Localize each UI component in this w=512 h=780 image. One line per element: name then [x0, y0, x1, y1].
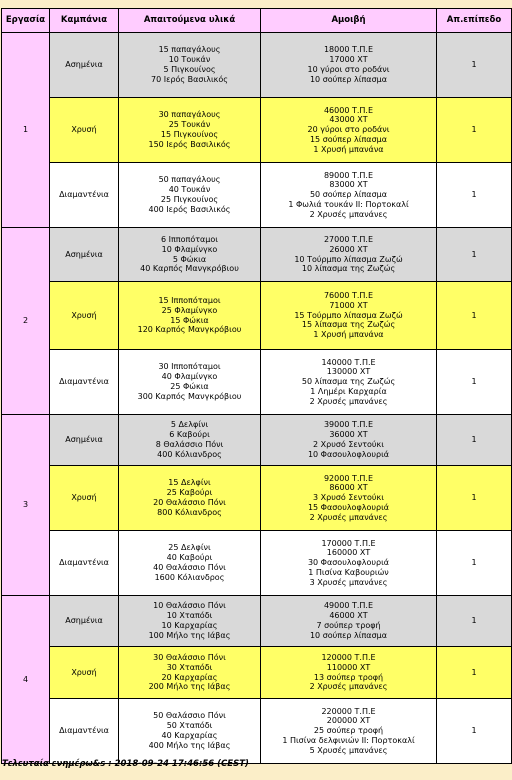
materials-cell — [119, 33, 261, 98]
header-level: Απ.επίπεδο — [437, 9, 512, 33]
table-row — [2, 531, 512, 596]
header-task: Εργασία — [2, 9, 50, 33]
reward-line: 89000 Τ.Π.Ε — [323, 170, 374, 180]
materials-line: 10 Φλαμίνγκο — [161, 244, 218, 254]
reward-line: 39000 Τ.Π.Ε — [323, 420, 374, 430]
level-cell: 1 — [437, 350, 512, 415]
materials-cell — [119, 699, 261, 764]
reward-line: 46000 ΧΤ — [329, 611, 368, 621]
materials-line: 15 Δελφίνι — [168, 478, 211, 488]
materials-line: 5 Φώκια — [172, 254, 207, 264]
materials-line: 400 Ιερός Βασιλικός — [148, 204, 231, 214]
table-row — [2, 350, 512, 415]
reward-line: 18000 Τ.Π.Ε — [323, 45, 374, 55]
materials-line: 30 παπαγάλους — [158, 110, 221, 120]
task-number-cell: 2 — [2, 228, 50, 415]
campaign-cell: Χρυσή — [50, 647, 119, 699]
reward-line: 10 Τούρμπο λίπασμα Ζωζώ — [294, 254, 403, 264]
task-number-cell: 3 — [2, 415, 50, 596]
materials-cell — [119, 647, 261, 699]
reward-cell — [261, 531, 437, 596]
reward-line: 36000 ΧΤ — [329, 430, 368, 440]
table-row — [2, 699, 512, 764]
materials-line: 15 παπαγάλους — [158, 45, 221, 55]
reward-line: 1 Χρυσή μπανάνα — [313, 330, 384, 340]
materials-line: 70 Ιερός Βασιλικός — [151, 74, 228, 84]
reward-line: 2 Χρυσές μπανάνες — [309, 512, 388, 522]
level-cell: 1 — [437, 98, 512, 163]
reward-line: 76000 Τ.Π.Ε — [323, 291, 374, 300]
materials-line: 50 Θαλάσσιο Πόνι — [153, 711, 226, 721]
materials-line: 40 Καρχαρίας — [161, 731, 218, 740]
table-row — [2, 466, 512, 531]
reward-cell — [261, 350, 437, 415]
materials-line: 15 Φώκια — [170, 315, 209, 325]
reward-line: 15 Τούρμπο λίπασμα Ζωζώ — [294, 310, 403, 320]
reward-cell — [261, 98, 437, 163]
reward-line: 130000 ΧΤ — [326, 367, 371, 377]
materials-cell — [119, 228, 261, 282]
reward-line: 3 Χρυσές μπανάνες — [309, 577, 388, 587]
reward-line: 3 Χρυσό Σεντούκι — [313, 493, 384, 503]
reward-line: 26000 ΧΤ — [329, 244, 368, 254]
reward-line: 46000 Τ.Π.Ε — [323, 105, 374, 115]
materials-line: 30 Χταπόδι — [166, 662, 213, 672]
campaign-cell: Ασημένια — [50, 596, 119, 647]
level-cell: 1 — [437, 647, 512, 699]
materials-cell — [119, 466, 261, 531]
materials-line: 10 Καρχαρίας — [161, 621, 218, 630]
materials-cell — [119, 98, 261, 163]
reward-line: 10 σούπερ λίπασμα — [309, 630, 388, 640]
reward-cell — [261, 33, 437, 98]
reward-line: 27000 Τ.Π.Ε — [323, 234, 374, 244]
reward-line: 71000 ΧΤ — [329, 300, 368, 310]
materials-cell — [119, 282, 261, 350]
reward-line: 1 Πισίνα δελφινιών ΙΙ: Πορτοκαλί — [282, 735, 415, 745]
campaign-cell: Διαμαντένια — [50, 699, 119, 764]
reward-line: 10 Φασουλοφλουριά — [307, 449, 390, 459]
table-row — [2, 647, 512, 699]
materials-line: 300 Καρπός Μανγκρόβιου — [137, 391, 242, 401]
materials-cell — [119, 415, 261, 466]
task-number-cell: 4 — [2, 596, 50, 764]
materials-line: 8 Θαλάσσιο Πόνι — [155, 440, 224, 449]
level-cell: 1 — [437, 531, 512, 596]
reward-line: 170000 Τ.Π.Ε — [321, 538, 376, 548]
materials-cell — [119, 350, 261, 415]
level-cell: 1 — [437, 466, 512, 531]
reward-line: 110000 ΧΤ — [326, 662, 371, 672]
reward-line: 200000 ΧΤ — [326, 716, 371, 726]
table-row — [2, 415, 512, 466]
table-row — [2, 228, 512, 282]
reward-line: 10 γύροι στο ροδάνι — [307, 65, 390, 74]
materials-line: 800 Κόλιανδρος — [157, 507, 222, 517]
reward-cell — [261, 647, 437, 699]
materials-line: 5 Δελφίνι — [170, 420, 209, 430]
quest-table — [1, 8, 512, 764]
materials-line: 6 Ιπποπόταμοι — [160, 234, 218, 244]
campaign-cell: Διαμαντένια — [50, 163, 119, 228]
materials-line: 10 Θαλάσσιο Πόνι — [153, 601, 226, 611]
level-cell: 1 — [437, 33, 512, 98]
level-cell: 1 — [437, 415, 512, 466]
campaign-cell: Ασημένια — [50, 33, 119, 98]
campaign-cell: Χρυσή — [50, 466, 119, 531]
reward-line: 15 λίπασμα της Ζωζώς — [301, 320, 396, 330]
materials-cell — [119, 596, 261, 647]
materials-line: 50 Χταπόδι — [166, 721, 213, 731]
reward-line: 86000 ΧΤ — [329, 483, 368, 493]
table-row — [2, 282, 512, 350]
quest-table-body — [2, 33, 512, 764]
materials-cell — [119, 531, 261, 596]
campaign-cell: Διαμαντένια — [50, 350, 119, 415]
level-cell: 1 — [437, 282, 512, 350]
reward-line: 160000 ΧΤ — [326, 548, 371, 558]
reward-line: 17000 ΧΤ — [329, 55, 368, 65]
materials-line: 6 Καβούρι — [169, 430, 210, 440]
materials-line: 25 Φλαμίνγκο — [161, 305, 218, 315]
reward-line: 2 Χρυσό Σεντούκι — [313, 440, 384, 449]
reward-cell — [261, 282, 437, 350]
reward-line: 10 σούπερ λίπασμα — [309, 74, 388, 84]
reward-line: 1 Φωλιά τουκάν ΙΙ: Πορτοκαλί — [288, 199, 409, 209]
reward-line: 15 Φασουλοφλουριά — [307, 502, 390, 512]
reward-line: 10 λίπασμα της Ζωζώς — [301, 264, 396, 274]
materials-line: 50 παπαγάλους — [158, 175, 221, 185]
reward-cell — [261, 228, 437, 282]
materials-line: 40 Τουκάν — [168, 185, 211, 195]
materials-line: 200 Μήλο της Ιάβας — [148, 682, 231, 692]
reward-line: 220000 Τ.Π.Ε — [321, 706, 376, 716]
reward-line: 1 Πισίνα Καβουριών — [308, 567, 389, 577]
campaign-cell: Ασημένια — [50, 415, 119, 466]
materials-line: 25 Πιγκουίνος — [160, 195, 219, 204]
reward-line: 15 σούπερ λίπασμα — [309, 134, 388, 144]
reward-line: 83000 ΧΤ — [329, 180, 368, 190]
materials-line: 30 Ιπποπόταμοι — [158, 362, 221, 372]
materials-line: 25 Δελφίνι — [168, 543, 211, 553]
reward-line: 2 Χρυσές μπανάνες — [309, 209, 388, 219]
reward-line: 140000 Τ.Π.Ε — [321, 357, 376, 367]
reward-line: 30 Φασουλοφλουριά — [307, 558, 390, 568]
task-number-cell: 1 — [2, 33, 50, 228]
materials-line: 400 Κόλιανδρος — [157, 449, 222, 459]
materials-line: 150 Ιερός Βασιλικός — [148, 139, 231, 149]
materials-line: 25 Φώκια — [170, 382, 209, 391]
reward-line: 1 Λημέρι Καρχαρία — [310, 386, 387, 396]
reward-line: 50 σούπερ λίπασμα — [309, 190, 388, 200]
materials-line: 100 Μήλο της Ιάβας — [148, 630, 231, 640]
reward-line: 7 σούπερ τροφή — [316, 621, 381, 630]
materials-line: 120 Καρπός Μανγκρόβιου — [137, 325, 242, 335]
level-cell: 1 — [437, 699, 512, 764]
materials-line: 20 Θαλάσσιο Πόνι — [153, 498, 226, 507]
materials-line: 10 Τουκάν — [168, 55, 211, 65]
materials-line: 400 Μήλο της Ιάβας — [148, 740, 231, 750]
materials-line: 15 Πιγκουίνος — [160, 130, 219, 139]
reward-line: 13 σούπερ τροφή — [313, 672, 384, 682]
reward-line: 20 γύροι στο ροδάνι — [307, 125, 390, 135]
last-updated-footer: Τελευταία ενημέρω&s : 2018-09-24 17:46:56 (CEST) — [2, 759, 249, 769]
campaign-cell: Χρυσή — [50, 98, 119, 163]
materials-cell — [119, 163, 261, 228]
reward-cell — [261, 466, 437, 531]
table-row — [2, 33, 512, 98]
reward-cell — [261, 596, 437, 647]
reward-line: 5 Χρυσές μπανάνες — [309, 745, 388, 755]
materials-line: 25 Τουκάν — [168, 120, 211, 130]
reward-line: 49000 Τ.Π.Ε — [323, 601, 374, 611]
materials-line: 15 Ιπποπόταμοι — [158, 295, 221, 305]
reward-cell — [261, 699, 437, 764]
reward-line: 2 Χρυσές μπανάνες — [309, 396, 388, 406]
materials-line: 25 Καβούρι — [166, 488, 213, 498]
materials-line: 1600 Κόλιανδρος — [154, 572, 225, 582]
reward-line: 120000 Τ.Π.Ε — [321, 652, 376, 662]
table-row — [2, 163, 512, 228]
materials-line: 20 Καρχαρίας — [161, 672, 218, 682]
materials-line: 5 Πιγκουίνος — [163, 65, 216, 74]
materials-line: 40 Καβούρι — [166, 553, 213, 563]
materials-line: 30 Θαλάσσιο Πόνι — [153, 652, 226, 662]
level-cell: 1 — [437, 596, 512, 647]
level-cell: 1 — [437, 228, 512, 282]
reward-line: 50 λίπασμα της Ζωζώς — [301, 377, 396, 387]
level-cell: 1 — [437, 163, 512, 228]
materials-line: 10 Χταπόδι — [166, 611, 213, 621]
reward-line: 43000 ΧΤ — [329, 115, 368, 125]
table-row — [2, 98, 512, 163]
materials-line: 40 Θαλάσσιο Πόνι — [153, 563, 226, 572]
table-row — [2, 596, 512, 647]
reward-line: 92000 Τ.Π.Ε — [323, 473, 374, 483]
header-reward: Αμοιβή — [261, 9, 437, 33]
header-materials: Απαιτούμενα υλικά — [119, 9, 261, 33]
campaign-cell: Χρυσή — [50, 282, 119, 350]
materials-line: 40 Φλαμίνγκο — [161, 372, 218, 382]
reward-cell — [261, 163, 437, 228]
header-campaign: Καμπάνια — [50, 9, 119, 33]
reward-line: 2 Χρυσές μπανάνες — [309, 682, 388, 692]
campaign-cell: Διαμαντένια — [50, 531, 119, 596]
header-row — [2, 9, 512, 33]
reward-cell — [261, 415, 437, 466]
reward-line: 1 Χρυσή μπανάνα — [313, 144, 384, 154]
materials-line: 40 Καρπός Μανγκρόβιου — [140, 264, 239, 274]
reward-line: 25 σούπερ τροφή — [313, 726, 384, 736]
campaign-cell: Ασημένια — [50, 228, 119, 282]
